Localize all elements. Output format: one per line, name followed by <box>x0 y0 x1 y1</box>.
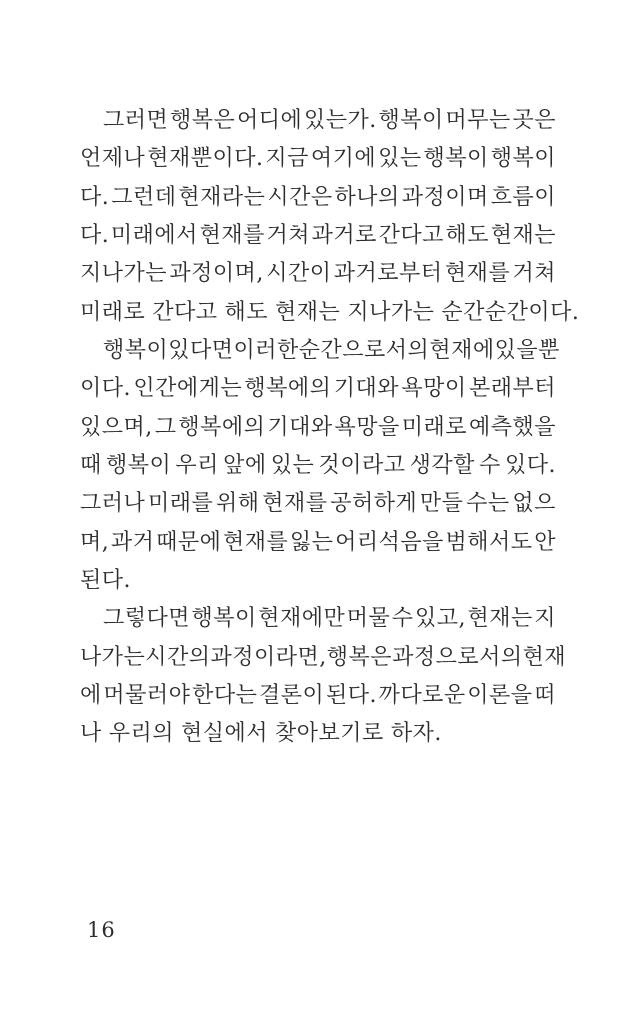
word: 과정이라면, <box>210 644 327 670</box>
word: 지 <box>534 606 556 632</box>
word: 현재는 <box>467 606 533 632</box>
text-line <box>80 677 556 715</box>
word: 없으 <box>512 491 556 517</box>
word: 있는 <box>378 146 422 172</box>
word: 기대와 <box>333 376 400 402</box>
word: 욕망을 <box>334 414 400 440</box>
word: 간다고 <box>378 222 444 248</box>
word: 과정이며 <box>401 184 489 210</box>
word: 그러면 <box>103 108 169 133</box>
word: 수는 <box>466 491 510 517</box>
word: 며, <box>80 529 110 555</box>
word: 순간순간이다. <box>441 299 580 325</box>
word: 시간이 <box>266 261 332 287</box>
word: 떠 <box>534 682 556 708</box>
word: 언제나 <box>80 146 146 172</box>
word: 행복이 <box>490 146 556 172</box>
word: 행복에의 <box>178 414 266 440</box>
word: 이러한 <box>233 337 299 363</box>
word: 과정으로서의 <box>392 644 523 670</box>
word: 과정이며, <box>169 261 264 287</box>
word: 과거로 <box>311 222 377 248</box>
word: 다. <box>80 184 110 210</box>
word: 머무는 <box>445 108 511 133</box>
text-line <box>80 409 556 447</box>
word: 지금 <box>265 146 309 172</box>
text-line <box>80 332 560 370</box>
word: 에 <box>80 682 102 708</box>
word: 있을 <box>494 337 539 363</box>
word: 간다고 <box>152 299 218 325</box>
word: 이다. <box>80 376 131 402</box>
word: 하자. <box>390 721 442 747</box>
word: 어디에 <box>237 108 303 133</box>
text-line <box>80 447 556 485</box>
word: 다. <box>80 222 110 248</box>
word: 공허하게 <box>330 491 418 517</box>
word: 행복은 <box>170 108 236 133</box>
text-line <box>80 639 567 677</box>
word: 된다. <box>325 682 377 708</box>
word: 때문에 <box>156 529 222 555</box>
word: 찾아보기로 <box>275 721 384 747</box>
text-line <box>80 715 556 753</box>
word: 앞에 <box>223 452 267 478</box>
paragraph <box>80 102 580 332</box>
word: 이론을 <box>467 682 533 708</box>
word: 욕망이 <box>401 376 467 402</box>
word: 행복에의 <box>244 376 332 402</box>
text-line <box>80 217 556 255</box>
word: 있으며, <box>80 414 153 440</box>
word: 때 <box>80 452 102 478</box>
word: 어리석음을 <box>335 529 444 555</box>
text-line <box>80 255 556 293</box>
body-text <box>80 102 580 754</box>
word: 수 <box>479 452 501 478</box>
word: 안 <box>534 529 556 555</box>
word: 현재를 <box>444 261 511 287</box>
word: 뿐 <box>538 337 560 363</box>
word: 과거 <box>110 529 155 555</box>
paragraph <box>80 332 560 600</box>
word: 행복이 <box>105 452 172 478</box>
word: 지나가는 <box>347 299 435 325</box>
word: 곳은 <box>512 108 556 133</box>
word: 순간으로서의 <box>298 337 430 363</box>
word: 해도 <box>224 299 269 325</box>
word: 있다면 <box>168 337 234 363</box>
page-number: 16 <box>87 918 116 942</box>
word: 해도 <box>445 222 490 248</box>
word: 범해서도 <box>445 529 533 555</box>
word: 현재는 <box>275 299 341 325</box>
text-line <box>80 102 556 140</box>
word: 하나의 <box>334 184 400 210</box>
word: 미래로 <box>80 299 146 325</box>
word: 우리 <box>175 452 219 478</box>
text-line <box>80 524 556 562</box>
word: 나가는 <box>80 644 146 670</box>
word: 현실에서 <box>181 721 269 747</box>
word: 미래로 <box>401 414 468 440</box>
word: 현재는 <box>490 222 556 248</box>
word: 머물 <box>346 606 391 632</box>
word: 우리의 <box>108 721 175 747</box>
word: 거쳐 <box>512 261 556 287</box>
word: 그런데 <box>111 184 177 210</box>
word: 행복이 <box>378 108 444 133</box>
word: 행복이 <box>423 146 489 172</box>
word: 그렇다면 <box>103 606 191 632</box>
word: 있는 <box>270 452 315 478</box>
text-line <box>80 485 556 523</box>
word: 만들 <box>419 491 464 517</box>
word: 과거로부터 <box>333 261 443 287</box>
text-line <box>80 294 580 332</box>
word: 본래부터 <box>468 376 556 402</box>
word: 나 <box>80 721 102 747</box>
word: 위해 <box>215 491 260 517</box>
word: 있고, <box>415 606 466 632</box>
word: 기대와 <box>267 414 333 440</box>
word: 현재 <box>522 644 567 670</box>
word: 미래에서 <box>110 222 198 248</box>
word: 그러나 <box>80 491 146 517</box>
word: 행복은 <box>326 644 393 670</box>
word: 결론이 <box>259 682 325 708</box>
word: 현재를 <box>262 491 328 517</box>
word: 흐름이 <box>490 184 556 210</box>
word: 있다. <box>505 452 556 478</box>
word: 있는가. <box>304 108 377 133</box>
word: 잃는 <box>289 529 334 555</box>
word: 지나가는 <box>80 261 168 287</box>
word: 현재를 <box>223 529 289 555</box>
word: 한다는 <box>192 682 258 708</box>
word: 머물러야 <box>103 682 191 708</box>
word: 현재뿐이다. <box>147 146 264 172</box>
text-line <box>80 140 556 178</box>
word: 시간은 <box>267 184 333 210</box>
word: 수 <box>391 606 414 632</box>
word: 현재라는 <box>178 184 266 210</box>
word: 현재를 <box>199 222 265 248</box>
paragraph <box>80 600 567 753</box>
word: 까다로운 <box>378 682 466 708</box>
word: 현재에 <box>429 337 495 363</box>
word: 현재에만 <box>258 606 346 632</box>
word: 예측했을 <box>468 414 556 440</box>
word: 된다. <box>80 567 131 593</box>
word: 미래를 <box>147 491 214 517</box>
text-line <box>80 562 556 600</box>
text-line <box>80 600 556 638</box>
text-line <box>80 370 556 408</box>
word: 것이라고 <box>318 452 406 478</box>
word: 생각할 <box>409 452 475 478</box>
word: 그 <box>154 414 177 440</box>
text-line <box>80 179 556 217</box>
word: 행복이 <box>103 337 169 363</box>
word: 시간의 <box>145 644 211 670</box>
word: 행복이 <box>191 606 257 632</box>
word: 거쳐 <box>266 222 311 248</box>
word: 인간에게는 <box>133 376 243 402</box>
word: 여기에 <box>310 146 377 172</box>
